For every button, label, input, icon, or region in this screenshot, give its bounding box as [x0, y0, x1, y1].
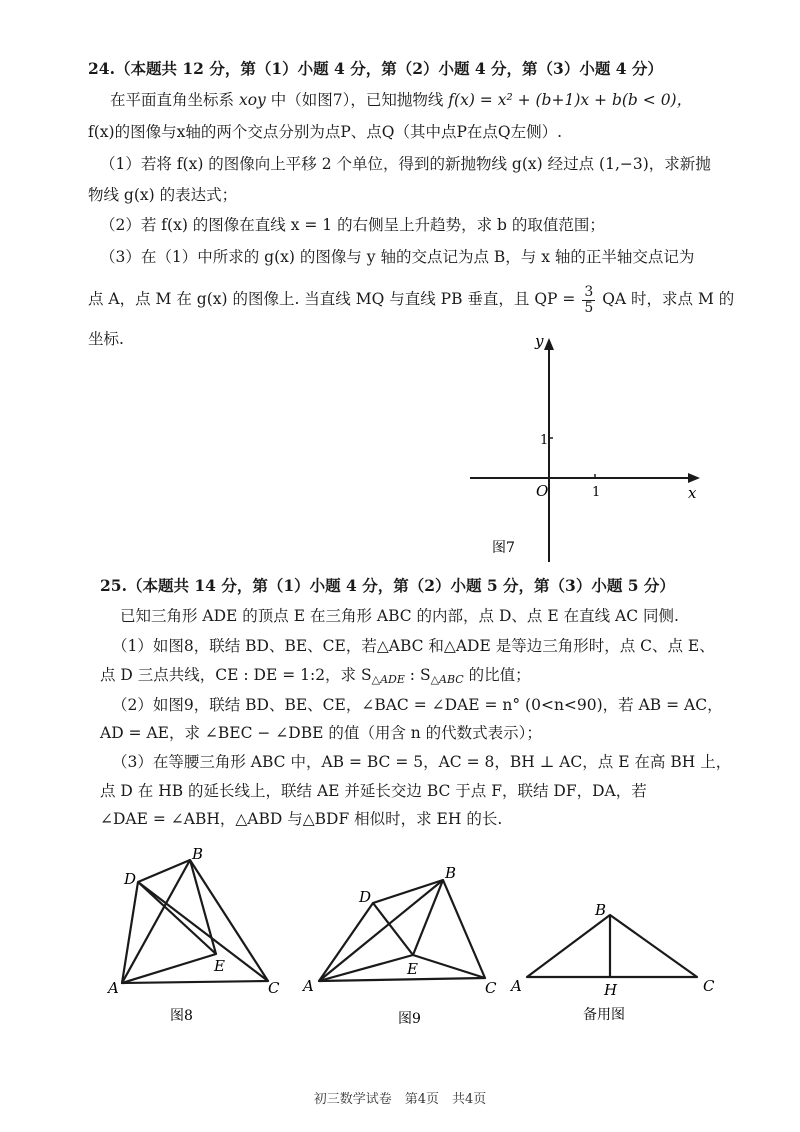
q25-intro: 已知三角形 ADE 的顶点 E 在三角形 ABC 的内部，点 D、点 E 在直线 AC 同侧.: [120, 607, 679, 625]
q25-part2-a: （2）如图9，联结 BD、BE、CE，∠BAC = ∠DAE = n° (0<n<90)，若 AB = AC，: [112, 696, 723, 714]
page-footer: 初三数学试卷 第4页 共4页: [313, 1092, 487, 1107]
spare-label-h: H: [604, 981, 618, 999]
fig9-label-e: E: [407, 960, 418, 978]
figure-7-axes: [460, 330, 710, 570]
q25-header: 25.（本题共 14 分，第（1）小题 4 分，第（2）小题 5 分，第（3）小题 5 分）: [100, 576, 675, 595]
fig8-label-b: B: [192, 845, 204, 863]
fig8-label-c: C: [268, 979, 280, 997]
triangle-abc: [319, 880, 485, 981]
spare-label-c: C: [703, 977, 715, 995]
q24-part1-b: 物线 g(x) 的表达式；: [88, 186, 238, 204]
segment-bd: [373, 880, 443, 903]
fig9-label-c: C: [485, 979, 497, 997]
q24-part3-b: 点 A，点 M 在 g(x) 的图像上. 当直线 MQ 与直线 PB 垂直，且 QP = $\frac{3}{5}$ QA 时，求点 M 的: [88, 284, 735, 316]
fig8-label-e: E: [214, 957, 225, 975]
figure-spare-caption: 备用图: [583, 1007, 625, 1023]
y-axis-arrow-icon: [544, 338, 554, 350]
y-tick-label: 1: [540, 433, 549, 448]
segment-ce: [413, 955, 485, 978]
fig9-label-b: B: [445, 864, 457, 882]
figure-8: [100, 840, 295, 1030]
spare-label-b: B: [595, 901, 607, 919]
spare-label-a: A: [511, 977, 522, 995]
figure-7-caption: 图7: [492, 540, 515, 556]
figure-8-caption: 图8: [170, 1008, 193, 1024]
x-axis-arrow-icon: [688, 473, 700, 483]
fraction-3-5: $\frac{3}{5}$: [584, 284, 594, 316]
segment-dc: [138, 882, 268, 981]
figure-spare: [505, 895, 730, 1030]
q25-part1-b: 点 D 三点共线，CE : DE = 1:2，求 $S_{\triangle ADE}$ : $S_{\triangle ABC}$ 的比值；: [100, 666, 531, 686]
x-axis-label: x: [688, 484, 697, 502]
q24-line2: f(x)的图像与x轴的两个交点分别为点P、点Q（其中点P在点Q左侧）.: [88, 123, 563, 141]
figure-9: [295, 858, 510, 1033]
q25-part3-b: 点 D 在 HB 的延长线上，联结 AE 并延长交边 BC 于点 F，联结 DF，DA，若: [100, 782, 647, 800]
q24-intro: 在平面直角坐标系 xoy 中（如图7），已知抛物线 f(x) = x² + (b+1)x + b(b < 0)，: [110, 91, 693, 109]
segment-be: [190, 860, 216, 954]
segment-bd: [138, 860, 190, 882]
q24-part1-a: （1）若将 f(x) 的图像向上平移 2 个单位，得到的新抛物线 g(x) 经过点 (1,−3)，求新抛: [100, 155, 711, 173]
fig8-label-a: A: [108, 979, 119, 997]
figure-9-caption: 图9: [398, 1011, 421, 1027]
q25-part3-c: ∠DAE = ∠ABH，△ABD 与△BDF 相似时，求 EH 的长.: [100, 810, 503, 828]
q25-part3-a: （3）在等腰三角形 ABC 中，AB = BC = 5，AC = 8，BH ⊥ AC，点 E 在高 BH 上，: [112, 753, 732, 771]
fig9-label-a: A: [303, 977, 314, 995]
q25-part2-b: AD = AE，求 ∠BEC − ∠DBE 的值（用含 n 的代数式表示）；: [100, 724, 542, 742]
fig9-label-d: D: [359, 888, 372, 906]
q24-part3-a: （3）在（1）中所求的 g(x) 的图像与 y 轴的交点记为点 B，与 x 轴的正半轴交点记为: [100, 248, 695, 266]
q24-part2: （2）若 f(x) 的图像在直线 x = 1 的右侧呈上升趋势，求 b 的取值范围；: [100, 216, 605, 234]
q25-part1-a: （1）如图8，联结 BD、BE、CE，若△ABC 和△ADE 是等边三角形时，点 C、点 E、: [112, 637, 715, 655]
q24-part3-c: 坐标.: [88, 330, 124, 348]
y-axis-label: y: [535, 332, 544, 350]
origin-label: O: [536, 482, 549, 500]
triangle-abc: [527, 915, 697, 977]
fig8-label-d: D: [124, 870, 137, 888]
q24-header: 24.（本题共 12 分，第（1）小题 4 分，第（2）小题 4 分，第（3）小题 4 分）: [88, 59, 663, 78]
x-tick-label: 1: [592, 485, 601, 500]
